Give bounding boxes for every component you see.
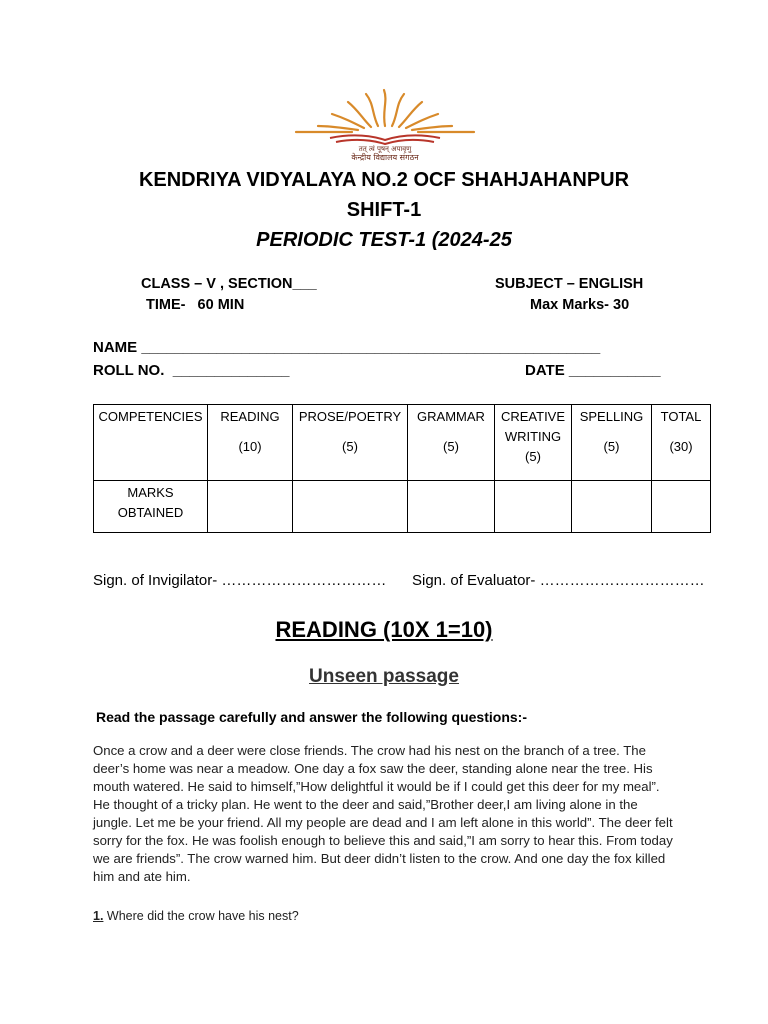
header-grammar: GRAMMAR (5)	[408, 405, 495, 481]
class-section: CLASS – V , SECTION___	[141, 276, 317, 292]
shift-label: SHIFT-1	[346, 199, 422, 221]
header-competencies: COMPETENCIES	[94, 405, 208, 481]
sunrise-rays-icon	[296, 90, 474, 132]
question-text: Where did the crow have his nest?	[106, 909, 299, 923]
instruction: Read the passage carefully and answer the following questions:-	[96, 709, 527, 725]
test-title: PERIODIC TEST-1 (2024-25	[256, 229, 512, 251]
marks-cell-prose-poetry[interactable]	[293, 481, 408, 533]
logo-org-name: केन्द्रीय विद्यालय संगठन	[351, 153, 419, 162]
header-total: TOTAL (30)	[652, 405, 711, 481]
date-field: DATE ___________	[525, 362, 661, 379]
marks-obtained-label: MARKS OBTAINED	[94, 481, 208, 533]
logo-motto: तत् त्वं पूषन् अपावृणु	[358, 145, 412, 153]
question-number: 1.	[93, 909, 104, 923]
header-reading: READING (10)	[208, 405, 293, 481]
question-1	[93, 909, 299, 923]
table-header-row	[94, 405, 711, 481]
time: TIME- 60 MIN	[146, 297, 245, 313]
marks-cell-spelling[interactable]	[572, 481, 652, 533]
section-title: READING (10X 1=10)	[275, 617, 493, 642]
competencies-table	[93, 404, 711, 533]
header-creative-writing: CREATIVE WRITING (5)	[495, 405, 572, 481]
evaluator-signature: Sign. of Evaluator- ……………………………	[412, 572, 705, 589]
open-book-icon	[330, 135, 440, 144]
kvs-logo	[290, 86, 480, 162]
marks-cell-total[interactable]	[652, 481, 711, 533]
section-subtitle: Unseen passage	[309, 666, 459, 687]
school-name: KENDRIYA VIDYALAYA NO.2 OCF SHAHJAHANPUR	[138, 169, 630, 191]
header-spelling: SPELLING (5)	[572, 405, 652, 481]
header-prose-poetry: PROSE/POETRY (5)	[293, 405, 408, 481]
marks-cell-grammar[interactable]	[408, 481, 495, 533]
subject: SUBJECT – ENGLISH	[495, 276, 644, 292]
marks-cell-reading[interactable]	[208, 481, 293, 533]
marks-obtained-row	[94, 481, 711, 533]
invigilator-signature: Sign. of Invigilator- ……………………………	[93, 572, 387, 589]
name-field: NAME _______________________________________________________	[93, 339, 601, 356]
max-marks: Max Marks- 30	[530, 297, 630, 313]
roll-number-field: ROLL NO. ______________	[93, 362, 290, 379]
passage-text: Once a crow and a deer were close friends. The crow had his nest on the branch of a tree. The deer’s home was near a meadow. One day a fox saw the deer, standing alone near the tree. His mouth watered. He said to himself,”How delightful it would be if I could get this deer for my meal”. He thought of a tricky plan. He went to the deer and said,”Brother deer,I am living alone in the jungle. Let me be your friend. All my people are dead and I am left alone in this world”. The deer felt sorry for the fox. He was foolish enough to believe this and said,”I am sorry to hear this. From today we are friends”. The crow warned him. But deer didn’t listen to the crow. And one day the fox killed him and ate him.	[93, 743, 673, 884]
marks-cell-creative-writing[interactable]	[495, 481, 572, 533]
